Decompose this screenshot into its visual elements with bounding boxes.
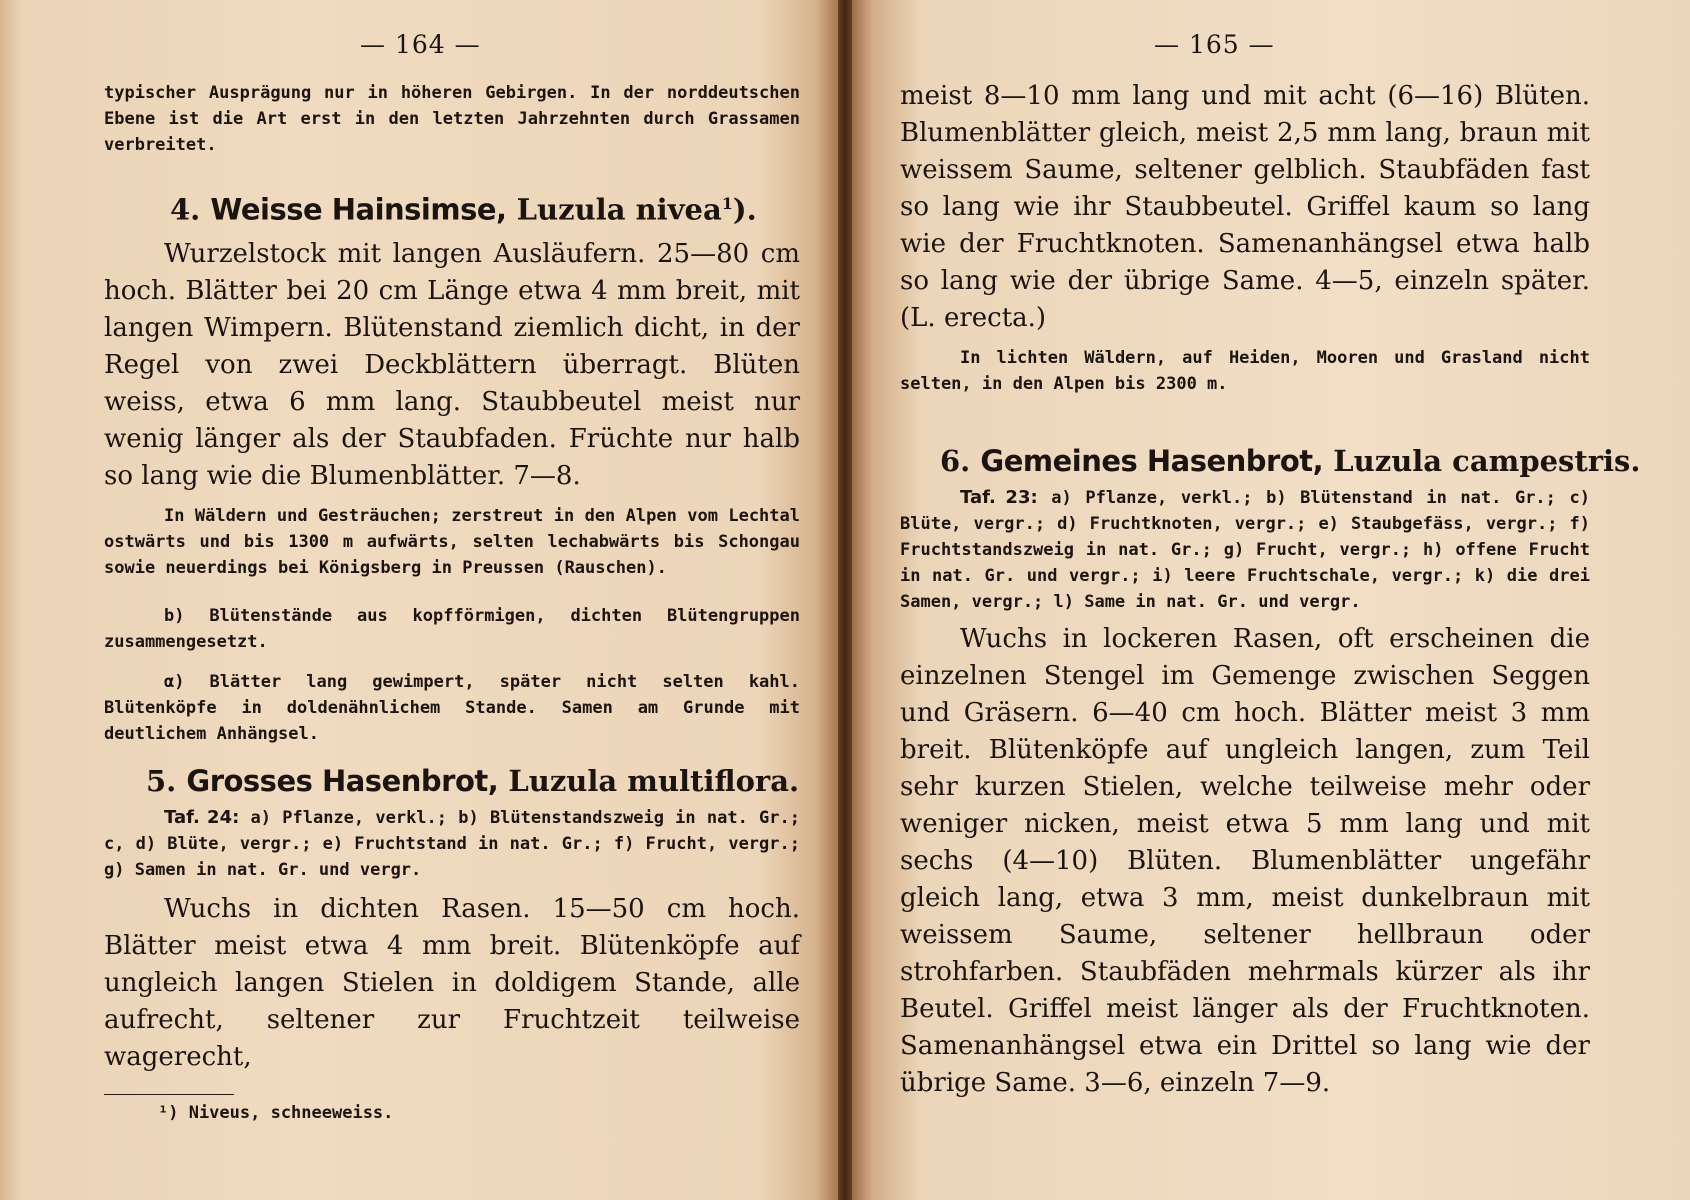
footnote: ¹) Niveus, schneeweiss. <box>158 1102 394 1123</box>
species-5-plate-legend <box>104 805 800 883</box>
species-6-number: 6. <box>940 444 971 478</box>
species-5-number: 5. <box>146 763 177 798</box>
species-4-description: Wurzelstock mit langen Ausläufern. 25—80 cm hoch. Blätter bei 20 cm Länge etwa 4 mm breit, mit langen Wimpern. Blütenstand ziemlich dicht, in der Regel von zwei Deckblättern überragt. Blüten weiss, etwa 6 mm lang. Staubbeutel meist nur wenig länger als der Staubfaden. Früchte nur halb so lang wie die Blumenblätter. 7—8. <box>104 238 800 491</box>
species-5-heading <box>104 761 800 801</box>
plate-24-label: Taf. 24: <box>164 806 240 828</box>
species-4-latin-name: Luzula nivea <box>516 192 722 227</box>
heading-closing: ). <box>732 192 757 227</box>
left-page <box>0 0 838 1200</box>
right-page <box>852 0 1690 1200</box>
species-5-common-name: Grosses Hasenbrot, <box>186 763 499 798</box>
species-5-habitat: In lichten Wäldern, auf Heiden, Mooren und Grasland nicht selten, in den Alpen bis 2300 m. <box>900 348 1590 394</box>
species-6-common-name: Gemeines Hasenbrot, <box>980 444 1324 478</box>
page-number-right: — 165 — <box>1154 30 1275 59</box>
book-gutter <box>838 0 852 1200</box>
species-6-latin-name: Luzula campestris. <box>1333 444 1641 478</box>
species-6-heading <box>900 441 1641 481</box>
species-4-number: 4. <box>170 192 201 227</box>
left-page-content <box>104 80 800 1123</box>
species-5-latin-name: Luzula multiflora. <box>508 763 800 798</box>
species-6-description: Wuchs in lockeren Rasen, oft erscheinen die einzelnen Stengel im Gemenge zwischen Seggen und Gräsern. 6—40 cm hoch. Blätter meist 3 mm breit. Blütenköpfe auf ungleich langen, zum Teil sehr kurzen Stielen, welche teilweise mehr oder weniger nicken, meist etwa 5 mm lang und mit sechs (4—10) Blüten. Blumenblätter ungefähr gleich lang, etwa 3 mm, meist dunkelbraun mit weissem Saume, seltener hellbraun oder strohfarben. Staubfäden mehrmals kürzer als ihr Beutel. Griffel meist länger als der Fruchtknoten. Samenanhängsel etwa ein Drittel so lang wie der übrige Same. 3—6, einzeln 7—9. <box>900 624 1590 1098</box>
group-alpha-key: α) Blätter lang gewimpert, später nicht selten kahl. Blütenköpfe in doldenähnlichem Stande. Samen am Grunde mit deutlichem Anhängsel. <box>104 671 800 744</box>
plate-23-text: a) Pflanze, verkl.; b) Blütenstand in nat. Gr.; c) Blüte, vergr.; d) Fruchtknoten, vergr.; e) Staubgefäss, vergr.; f) Fruchtstandszweig in nat. Gr.; g) Frucht, vergr.; h) offene Frucht in nat. Gr. und vergr.; i) leere Fruchtschale, vergr.; k) die drei Samen, vergr.; l) Same in nat. Gr. und vergr. <box>900 488 1590 612</box>
species-4-heading <box>104 184 800 230</box>
page-number-left: — 164 — <box>360 30 481 59</box>
right-page-content <box>900 78 1641 1102</box>
species-5-description: Wuchs in dichten Rasen. 15—50 cm hoch. Blätter meist etwa 4 mm breit. Blütenköpfe auf ungleich langen Stielen in doldigem Stande, alle aufrecht, seltener zur Fruchtzeit teilweise wagerecht, <box>104 893 800 1072</box>
species-5-continuation: meist 8—10 mm lang und mit acht (6—16) Blüten. Blumenblätter gleich, meist 2,5 mm lang, braun mit weissem Saume, seltener gelblich. Staubfäden fast so lang wie ihr Staubbeutel. Griffel kaum so lang wie der Fruchtknoten. Samenanhängsel etwa halb so lang wie der übrige Same. 4—5, einzeln später. (L. erecta.) <box>900 81 1590 333</box>
plate-23-label: Taf. 23: <box>960 487 1038 508</box>
species-6-plate-legend <box>900 485 1590 615</box>
group-b-key: b) Blütenstände aus kopfförmigen, dichten Blütengruppen zusammengesetzt. <box>104 605 800 652</box>
plate-24-text: a) Pflanze, verkl.; b) Blütenstandszweig in nat. Gr.; c, d) Blüte, vergr.; e) Fruchtstand in nat. Gr.; f) Frucht, vergr.; g) Samen in nat. Gr. und vergr. <box>104 807 800 880</box>
species-4-habitat: In Wäldern und Gesträuchen; zerstreut in den Alpen vom Lechtal ostwärts und bis 1300 m aufwärts, selten lechabwärts bis Schongau sowie neuerdings bei Königsberg in Preussen (Rauschen). <box>104 505 800 578</box>
species-4-common-name: Weisse Hainsimse, <box>210 192 507 227</box>
intro-paragraph: typischer Ausprägung nur in höheren Gebirgen. In der norddeutschen Ebene ist die Art erst in den letzten Jahrzehnten durch Grassamen verbreitet. <box>104 83 800 155</box>
footnote-mark: 1 <box>721 194 733 213</box>
